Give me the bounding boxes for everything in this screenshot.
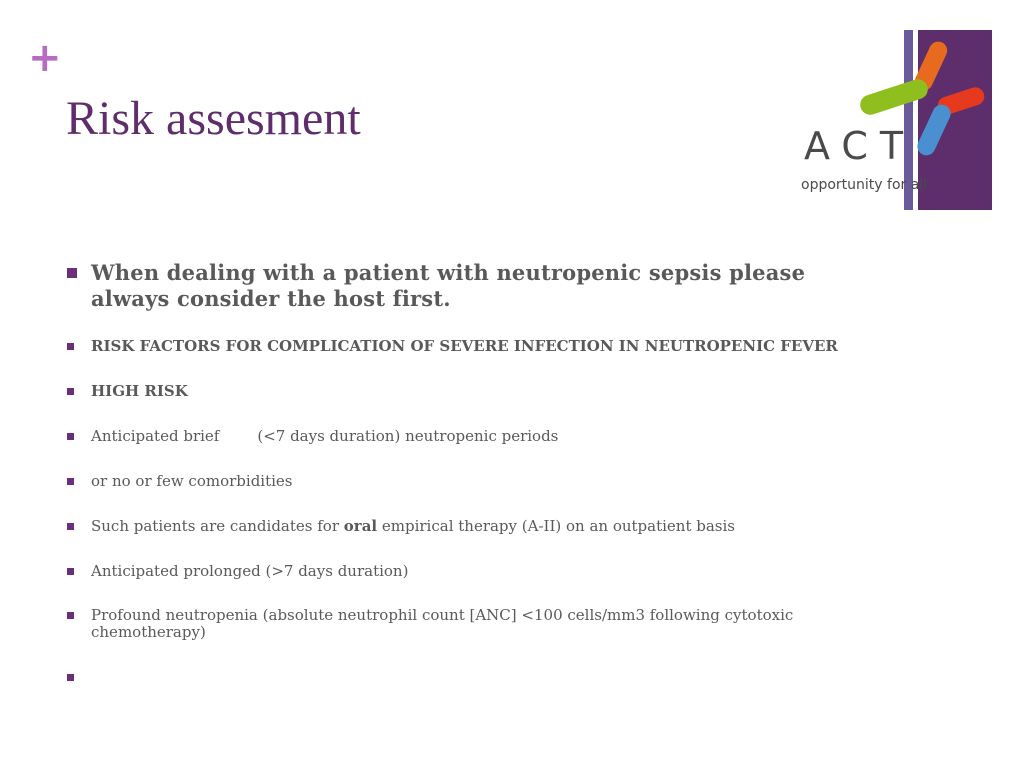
- bullet-square-icon: [67, 674, 74, 681]
- plus-icon: +: [28, 35, 62, 81]
- bullet-square-icon: [67, 478, 74, 485]
- bullet-text: Anticipated brief (<7 days duration) neutropenic periods: [91, 427, 559, 445]
- bullet-text: Anticipated prolonged (>7 days duration): [91, 562, 409, 580]
- bullet-text: or no or few comorbidities: [91, 472, 293, 490]
- logo-tagline: opportunity for all: [801, 177, 928, 193]
- bullet-square-icon: [67, 568, 74, 575]
- bullet-square-icon: [67, 433, 74, 440]
- bullet-text: When dealing with a patient with neutropenic sepsis please always consider the host first.: [91, 260, 806, 311]
- slide-title: Risk assesment: [66, 92, 361, 145]
- logo-wordmark: ACT: [804, 124, 916, 168]
- bullet-text: Profound neutropenia (absolute neutrophil count [ANC] <100 cells/mm3 following cytotoxic chemotherapy): [91, 606, 794, 641]
- bullet-text: Such patients are candidates for oral empirical therapy (A-II) on an outpatient basis: [91, 517, 735, 535]
- bullet-text: HIGH RISK: [91, 382, 188, 400]
- bullet-square-icon: [67, 523, 74, 530]
- bullet-square-icon: [67, 388, 74, 395]
- bullet-square-icon: [67, 612, 74, 619]
- bullet-text: RISK FACTORS FOR COMPLICATION OF SEVERE INFECTION IN NEUTROPENIC FEVER: [91, 337, 838, 355]
- bullet-square-icon: [67, 268, 77, 278]
- bullet-square-icon: [67, 343, 74, 350]
